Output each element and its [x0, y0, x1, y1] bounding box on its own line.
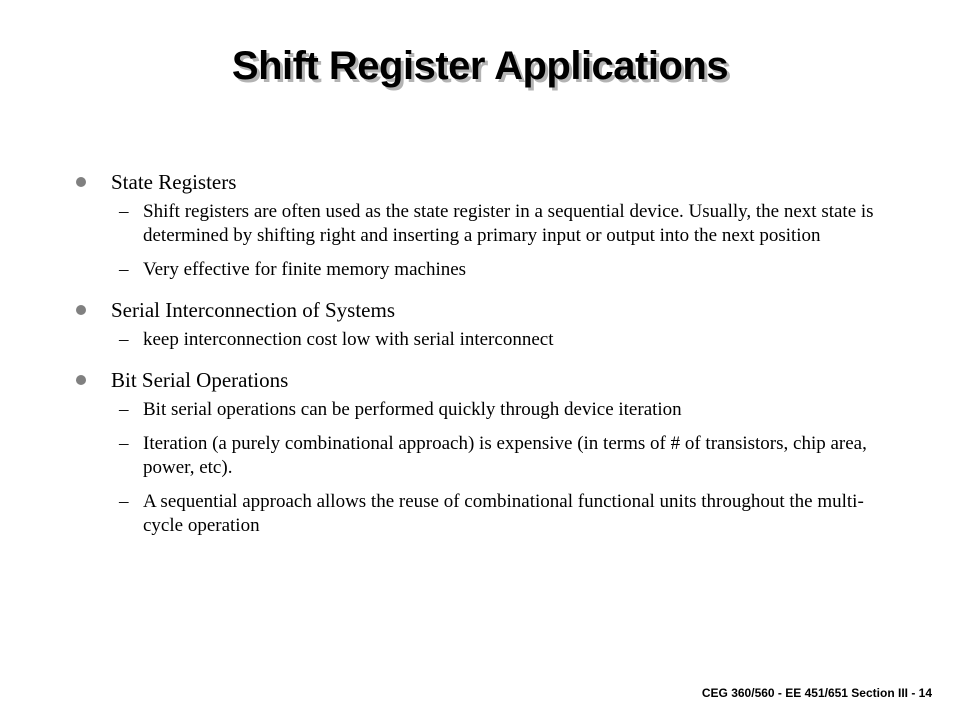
bullet-dot-icon — [76, 177, 86, 187]
dash-glyph: – — [119, 491, 129, 512]
slide-footer: CEG 360/560 - EE 451/651 Section III - 14 — [701, 686, 932, 700]
dash-glyph: – — [119, 201, 129, 222]
sub-list — [74, 398, 874, 538]
sub-item-text: Bit serial operations can be performed quickly through device iteration — [143, 399, 682, 420]
bullet-label: State Registers — [111, 170, 237, 194]
dash-glyph: – — [119, 259, 129, 280]
sub-list — [74, 328, 874, 352]
dash-glyph: – — [119, 399, 129, 420]
sub-item — [74, 258, 874, 282]
sub-item-text: A sequential approach allows the reuse of combinational functional units throughout the multi-cycle operation — [143, 491, 864, 536]
dash-glyph: – — [119, 433, 129, 454]
slide-title: Shift Register Applications — [231, 44, 729, 88]
slide-content — [74, 168, 874, 552]
bullet-serial-interconnection — [74, 296, 874, 324]
sub-item — [74, 328, 874, 352]
sub-list — [74, 200, 874, 282]
sub-item — [74, 398, 874, 422]
bullet-bit-serial-operations — [74, 366, 874, 394]
bullet-state-registers — [74, 168, 874, 196]
sub-item — [74, 432, 874, 480]
bullet-dot-icon — [76, 375, 86, 385]
bullet-label: Serial Interconnection of Systems — [111, 298, 396, 322]
sub-item-text: Shift registers are often used as the state register in a sequential device. Usually, the next state is determined by shifting right and inserting a primary input or output into the next position — [143, 201, 874, 246]
dash-glyph: – — [119, 329, 129, 350]
bullet-label: Bit Serial Operations — [111, 368, 289, 392]
sub-item — [74, 490, 874, 538]
bullet-dot-icon — [76, 305, 86, 315]
sub-item-text: Iteration (a purely combinational approach) is expensive (in terms of # of transistors, chip area, power, etc). — [143, 433, 867, 478]
sub-item — [74, 200, 874, 248]
sub-item-text: keep interconnection cost low with serial interconnect — [143, 329, 554, 350]
sub-item-text: Very effective for finite memory machines — [143, 259, 467, 280]
